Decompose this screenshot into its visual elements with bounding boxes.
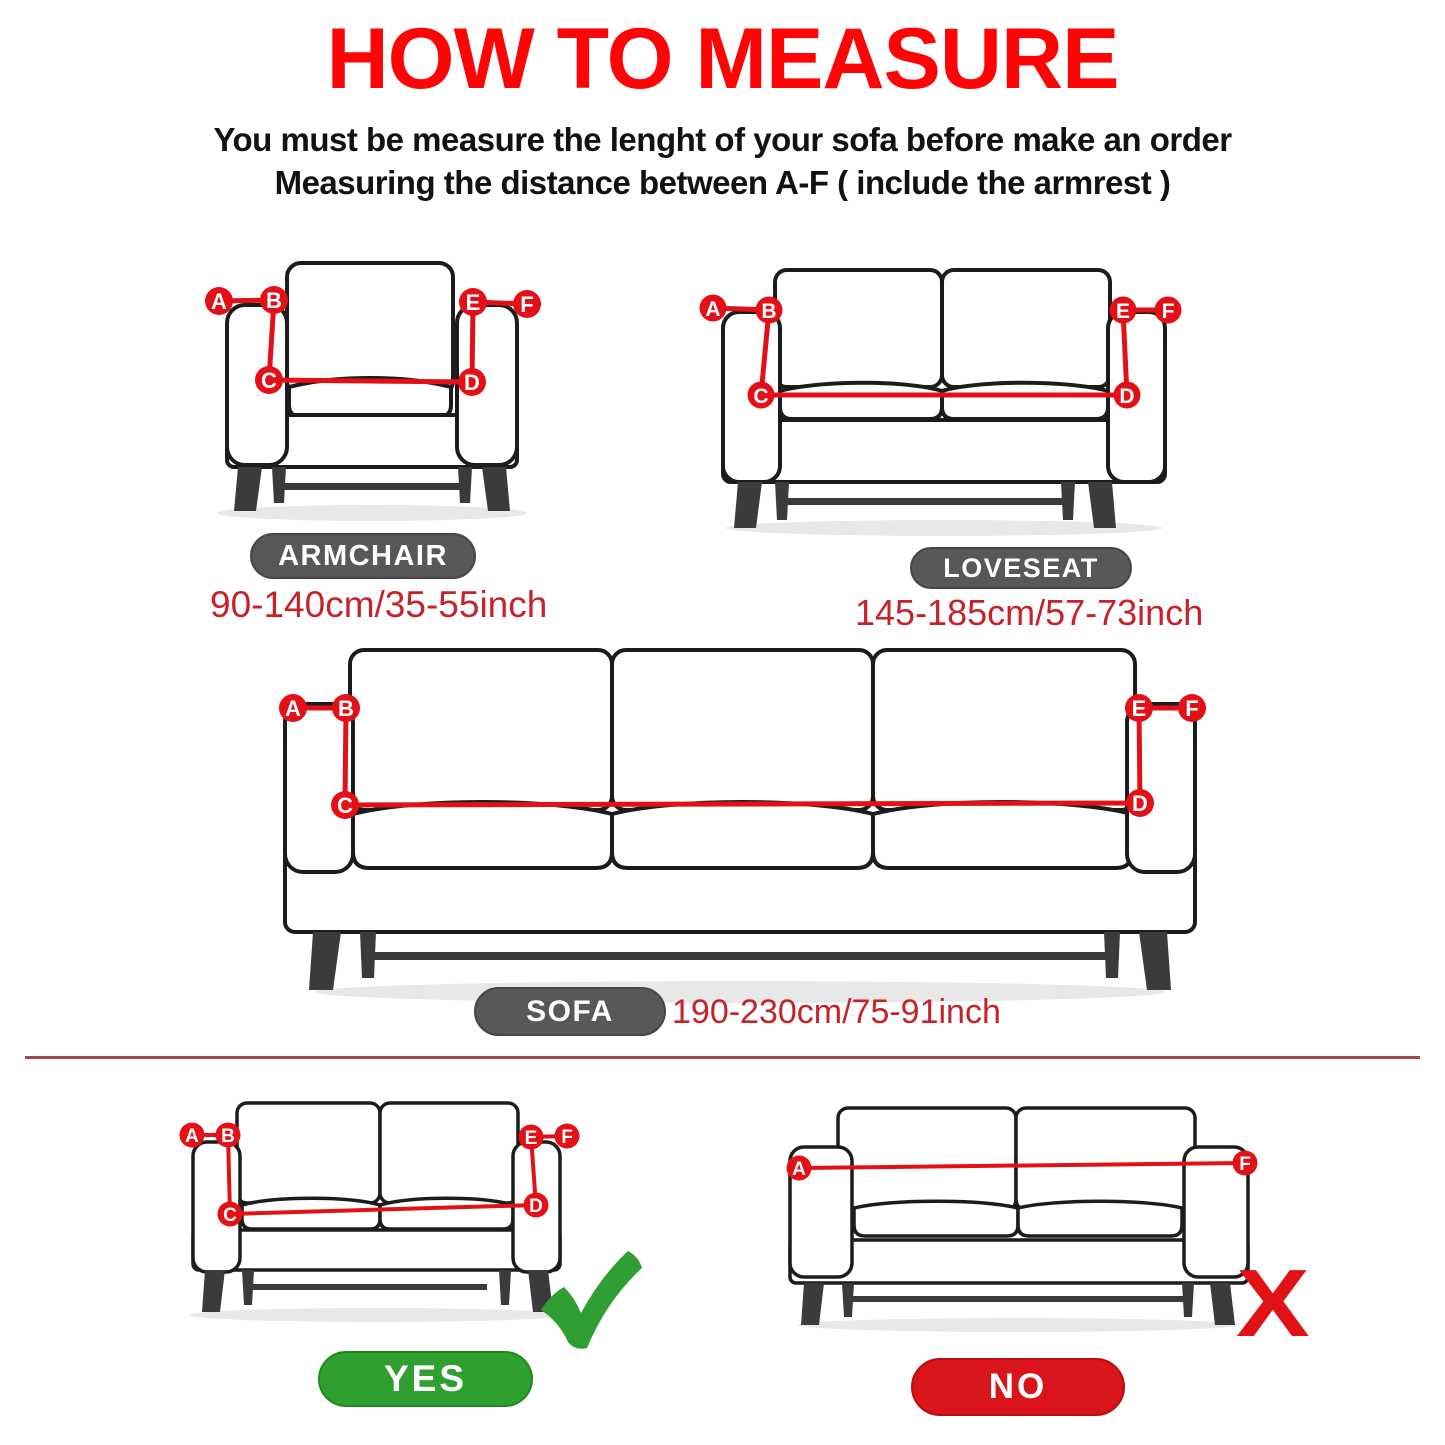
marker-a	[205, 287, 233, 315]
marker-a	[700, 295, 727, 322]
loveseat-label: LOVESEAT	[943, 552, 1099, 583]
svg-text:C: C	[337, 793, 353, 818]
sofa-label-pill	[474, 987, 666, 1036]
marker-a	[787, 1156, 812, 1181]
loveseat-size-range: 145-185cm/57-73inch	[855, 592, 1204, 633]
check-icon	[535, 1248, 647, 1350]
svg-text:F: F	[1185, 696, 1199, 721]
loveseat-diagram	[680, 262, 1190, 537]
marker-b	[756, 297, 783, 324]
svg-text:E: E	[1115, 300, 1131, 323]
marker-a	[180, 1123, 205, 1148]
svg-text:F: F	[1239, 1154, 1251, 1175]
wrong-example-shadow	[798, 1318, 1238, 1332]
sofa-size-range: 190-230cm/75-91inch	[672, 993, 1001, 1031]
svg-text:C: C	[753, 385, 769, 408]
marker-c	[218, 1202, 243, 1227]
sofa-diagram	[265, 642, 1215, 1004]
marker-e	[1125, 694, 1153, 722]
armchair-size-range: 90-140cm/35-55inch	[210, 584, 548, 625]
svg-text:E: E	[465, 290, 481, 315]
no-pill	[911, 1358, 1125, 1416]
yes-pill	[318, 1351, 533, 1407]
marker-e	[459, 288, 487, 316]
loveseat-label-pill	[910, 547, 1132, 589]
marker-f	[1155, 297, 1182, 324]
marker-f	[1233, 1151, 1258, 1176]
svg-text:D: D	[464, 370, 480, 395]
subtitle-line-1: You must be measure the lenght of your sofa before make an order	[213, 121, 1232, 158]
svg-text:B: B	[221, 1126, 235, 1147]
armchair-diagram	[195, 255, 550, 523]
marker-b	[260, 286, 288, 314]
marker-c	[748, 382, 775, 409]
svg-text:A: A	[285, 696, 301, 721]
marker-a	[279, 694, 307, 722]
no-label: NO	[988, 1367, 1048, 1406]
armchair-shadow	[217, 505, 527, 521]
svg-text:D: D	[1132, 791, 1148, 816]
marker-d	[1114, 382, 1141, 409]
page-title: HOW TO MEASURE	[326, 11, 1119, 107]
wrong-example-line-art	[790, 1108, 1248, 1325]
marker-b	[332, 694, 360, 722]
correct-example-shadow	[189, 1308, 565, 1322]
marker-f	[513, 290, 541, 318]
marker-d	[458, 368, 486, 396]
marker-f	[555, 1124, 580, 1149]
svg-text:B: B	[338, 696, 354, 721]
marker-f	[1178, 694, 1206, 722]
x-mark-icon: X	[1236, 1250, 1310, 1357]
marker-d	[1126, 789, 1154, 817]
svg-text:A: A	[792, 1159, 806, 1180]
svg-text:D: D	[529, 1196, 543, 1217]
armchair-label-pill	[250, 533, 476, 579]
svg-text:F: F	[561, 1127, 573, 1148]
svg-text:D: D	[1119, 385, 1135, 408]
svg-text:F: F	[1161, 300, 1175, 323]
svg-text:E: E	[1131, 696, 1147, 721]
marker-b	[216, 1123, 241, 1148]
marker-e	[519, 1125, 544, 1150]
armchair-label: ARMCHAIR	[278, 539, 448, 572]
subtitle-line-2: Measuring the distance between A-F ( include the armrest )	[274, 164, 1171, 201]
svg-text:A: A	[185, 1126, 199, 1147]
svg-text:C: C	[261, 368, 277, 393]
svg-text:E: E	[524, 1128, 538, 1149]
sofa-line-art	[285, 650, 1195, 990]
svg-text:C: C	[223, 1205, 237, 1226]
subtitle	[0, 118, 1445, 204]
svg-text:F: F	[520, 292, 534, 317]
section-divider	[25, 1056, 1420, 1059]
loveseat-line-art	[723, 270, 1165, 528]
svg-text:A: A	[705, 298, 721, 321]
marker-d	[524, 1193, 549, 1218]
svg-text:B: B	[761, 300, 777, 323]
yes-label: YES	[383, 1358, 468, 1399]
sofa-label: SOFA	[526, 994, 614, 1028]
marker-c	[255, 366, 283, 394]
svg-text:A: A	[211, 289, 227, 314]
svg-text:B: B	[266, 288, 282, 313]
marker-c	[331, 791, 359, 819]
wrong-example-diagram	[778, 1095, 1268, 1333]
marker-e	[1110, 297, 1137, 324]
